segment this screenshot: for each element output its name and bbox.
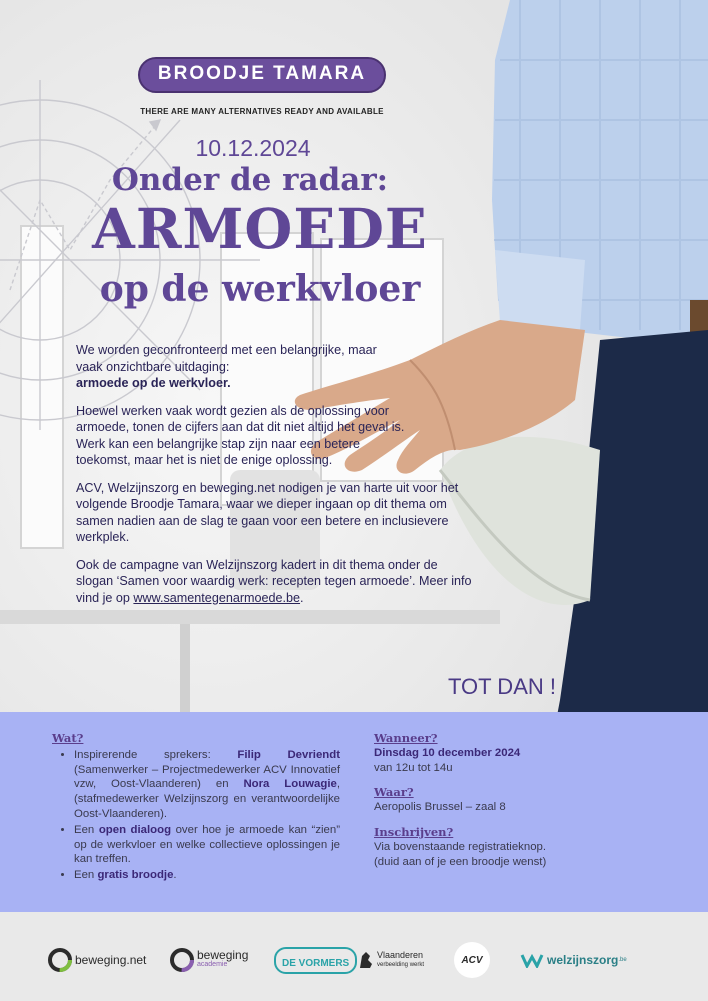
partner-vlaanderen (358, 942, 424, 978)
intro-p1-bold: armoede op de werkvloer. (76, 376, 231, 390)
partner-de-vormers (274, 942, 357, 978)
broodje-tamara-logo (138, 57, 388, 116)
wat-item-speakers (74, 748, 340, 822)
beweging-logo-icon (48, 948, 72, 972)
speaker-1-name: Filip Devriendt (237, 748, 340, 761)
waar-heading: Waar? (374, 785, 414, 800)
wat-item3-bold: gratis broodje (97, 869, 174, 882)
waar-place: Aeropolis Brussel – zaal 8 (374, 801, 506, 814)
wat-list (52, 748, 340, 883)
intro-paragraph-4 (76, 557, 476, 607)
vormers-logo-text: DE VORMERS (282, 957, 350, 969)
welzijnszorg-logo-suffix: .be (618, 957, 627, 963)
details-section (374, 731, 624, 879)
wat-item1-intro: Inspirerende sprekers: (74, 748, 211, 761)
academie-logo-icon (170, 948, 194, 972)
event-date: 10.12.2024 (195, 135, 311, 161)
vlaanderen-lion-icon (358, 950, 374, 970)
intro-p4-text: Ook de campagne van Welzijnszorg kadert in dit thema onder de slogan ‘Samen voor waardig werk: recepten tegen armoede’. Meer info vind je op (76, 557, 472, 605)
welzijnszorg-logo-icon (520, 952, 544, 968)
wat-item1-middle: (Samenwerker – Projectmedewerker ACV Innovatief vzw, Oost-Vlaanderen) en (74, 763, 340, 791)
wat-item3-end: . (173, 869, 177, 882)
wanneer-heading: Wanneer? (374, 731, 438, 745)
partner-beweging-academie (170, 942, 248, 978)
acv-logo-badge (454, 942, 490, 978)
intro-p4-end: . (300, 590, 304, 605)
wat-item2-text: over hoe je armoede kan “zien” op de werkvloer en welke collectieve oplossingen je kan treffen. (74, 823, 341, 866)
title-line-1: Onder de radar: (111, 162, 389, 198)
inschrijven-block (374, 825, 624, 869)
partner-welzijnszorg (520, 942, 627, 978)
wanneer-time: van 12u tot 14u (374, 761, 453, 774)
wat-item1-end: , (stafmedewerker Welzijnszorg en verantwoordelijke Oost-Vlaanderen). (74, 778, 340, 820)
inschrijven-line-2: (duid aan of je een broodje wenst) (374, 855, 547, 868)
wat-item-sandwich (74, 868, 340, 883)
wat-item3-intro: Een (74, 869, 95, 882)
partner-beweging-net (48, 942, 146, 978)
wat-heading: Wat? (52, 731, 84, 745)
speaker-2-name: Nora Louwagie (243, 778, 337, 791)
logo-name: BROODJE TAMARA (157, 63, 367, 84)
beweging-logo-text: beweging.net (75, 953, 147, 967)
vlaanderen-logo-text (377, 950, 424, 970)
wat-item2-bold: open dialoog (98, 823, 172, 836)
vormers-logo-badge (274, 947, 357, 974)
intro-p1-text: We worden geconfronteerd met een belangrijke, maar vaak onzichtbare uitdaging: (76, 343, 377, 374)
intro-text (76, 342, 476, 617)
acv-logo-text: ACV (461, 954, 483, 966)
partner-acv (454, 942, 490, 978)
vlaanderen-top: Vlaanderen (377, 950, 424, 960)
wat-section (52, 731, 340, 884)
tot-dan-text: TOT DAN ! (448, 674, 556, 699)
wat-item-dialogue (74, 823, 340, 867)
wanneer-date: Dinsdag 10 december 2024 (374, 746, 521, 759)
academie-bottom: academie (197, 961, 228, 968)
welzijnszorg-logo-text: welzijnszorg (547, 953, 619, 967)
intro-paragraph-1 (76, 342, 476, 392)
inschrijven-heading: Inschrijven? (374, 824, 454, 839)
inschrijven-line-1: Via bovenstaande registratieknop. (374, 840, 547, 853)
wat-item2-intro: Een (74, 823, 95, 836)
waar-block (374, 785, 624, 815)
title-line-3: op de werkvloer (99, 268, 421, 310)
intro-paragraph-3: ACV, Welzijnszorg en beweging.net nodigen je van harte uit voor het volgende Broodje Tamara, waar we dieper ingaan op dit thema om samen nadien aan de slag te gaan voor een betere en inclusievere werkplek. (76, 480, 459, 544)
academie-logo-text (197, 950, 248, 970)
wanneer-block (374, 731, 624, 775)
campaign-link[interactable]: www.samentegenarmoede.be (133, 590, 301, 605)
vlaanderen-bottom: verbeelding werkt (377, 962, 425, 968)
intro-paragraph-2: Hoewel werken vaak wordt gezien als de oplossing voor armoede, tonen de cijfers aan dat dit niet altijd het geval is. Werk kan een belangrijke stap zijn naar een betere toekomst, maar het is niet de enige oplossing. (76, 403, 405, 467)
title-line-2: ARMOEDE (92, 196, 428, 261)
academie-top: beweging (197, 948, 249, 962)
logo-tagline: THERE ARE MANY ALTERNATIVES READY AND AVAILABLE (140, 107, 384, 116)
